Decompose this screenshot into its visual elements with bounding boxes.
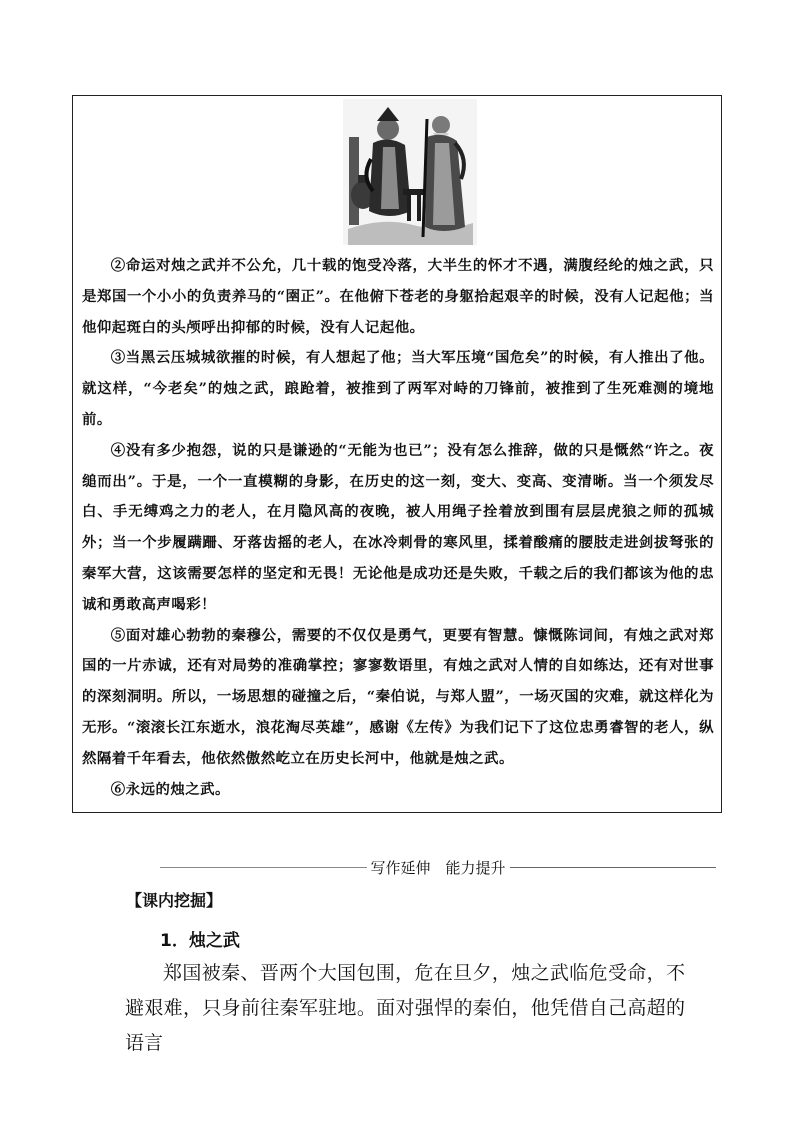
essay-paragraph-6: ⑥永远的烛之武。 [110, 780, 230, 798]
subhead: 1．烛之武 [160, 931, 240, 951]
ancient-figures-illustration [343, 99, 477, 245]
body-paragraph: 郑国被秦、晋两个大国包围，危在旦夕，烛之武临危受命，不避艰难，只身前往秦军驻地。面对强悍的秦伯，他凭借自己高超的语言 [125, 962, 685, 1054]
section-title: 【课内挖掘】 [126, 891, 223, 910]
divider-rule-left [160, 867, 367, 868]
essay-paragraph-2: ②命运对烛之武并不公允，几十载的饱受冷落，大半生的怀才不遇，满腹经纶的烛之武，只是郑国一个小小的负责养马的“圉正”。在他俯下苍老的身躯拾起艰辛的时候，没有人记起他；当他仰起斑白的头颅呼出抑郁的时候，没有人记起他。 [82, 257, 714, 336]
body-text [125, 956, 685, 1061]
divider-title: 写作延伸 能力提升 [370, 858, 506, 877]
essay-text [82, 251, 714, 805]
divider-rule-right [510, 867, 717, 868]
essay-box [72, 95, 722, 813]
section-divider [160, 856, 716, 878]
essay-paragraph-5: ⑤面对雄心勃勃的秦穆公，需要的不仅仅是勇气，更要有智慧。慷慨陈词间，有烛之武对郑国的一片赤诚，还有对局势的准确掌控；寥寥数语里，有烛之武对人情的自如练达，还有对世事的深刻洞明。所以，一场思想的碰撞之后，“秦伯说，与郑人盟”，一场灭国的灾难，就这样化为无形。“滚滚长江东逝水，浪花淘尽英雄”，感谢《左传》为我们记下了这位忠勇睿智的老人，纵然隔着千年看去，他依然傲然屹立在历史长河中，他就是烛之武。 [82, 626, 714, 767]
essay-paragraph-3: ③当黑云压城城欲摧的时候，有人想起了他；当大军压境“国危矣”的时候，有人推出了他。就这样，“今老矣”的烛之武，踉跄着，被推到了两军对峙的刀锋前，被推到了生死难测的境地前。 [82, 349, 714, 428]
essay-paragraph-4: ④没有多少抱怨，说的只是谦逊的“无能为也已”；没有怎么推辞，做的只是慨然“许之。夜缒而出”。于是，一个一直模糊的身影，在历史的这一刻，变大、变高、变清晰。当一个须发尽白、手无缚鸡之力的老人，在月隐风高的夜晚，被人用绳子拴着放到围有层层虎狼之师的孤城外；当一个步履蹒跚、牙落齿摇的老人，在冰冷刺骨的寒风里，揉着酸痛的腰肢走进剑拔弩张的秦军大营，这该需要怎样的坚定和无畏！无论他是成功还是失败，千载之后的我们都该为他的忠诚和勇敢高声喝彩！ [82, 441, 714, 613]
